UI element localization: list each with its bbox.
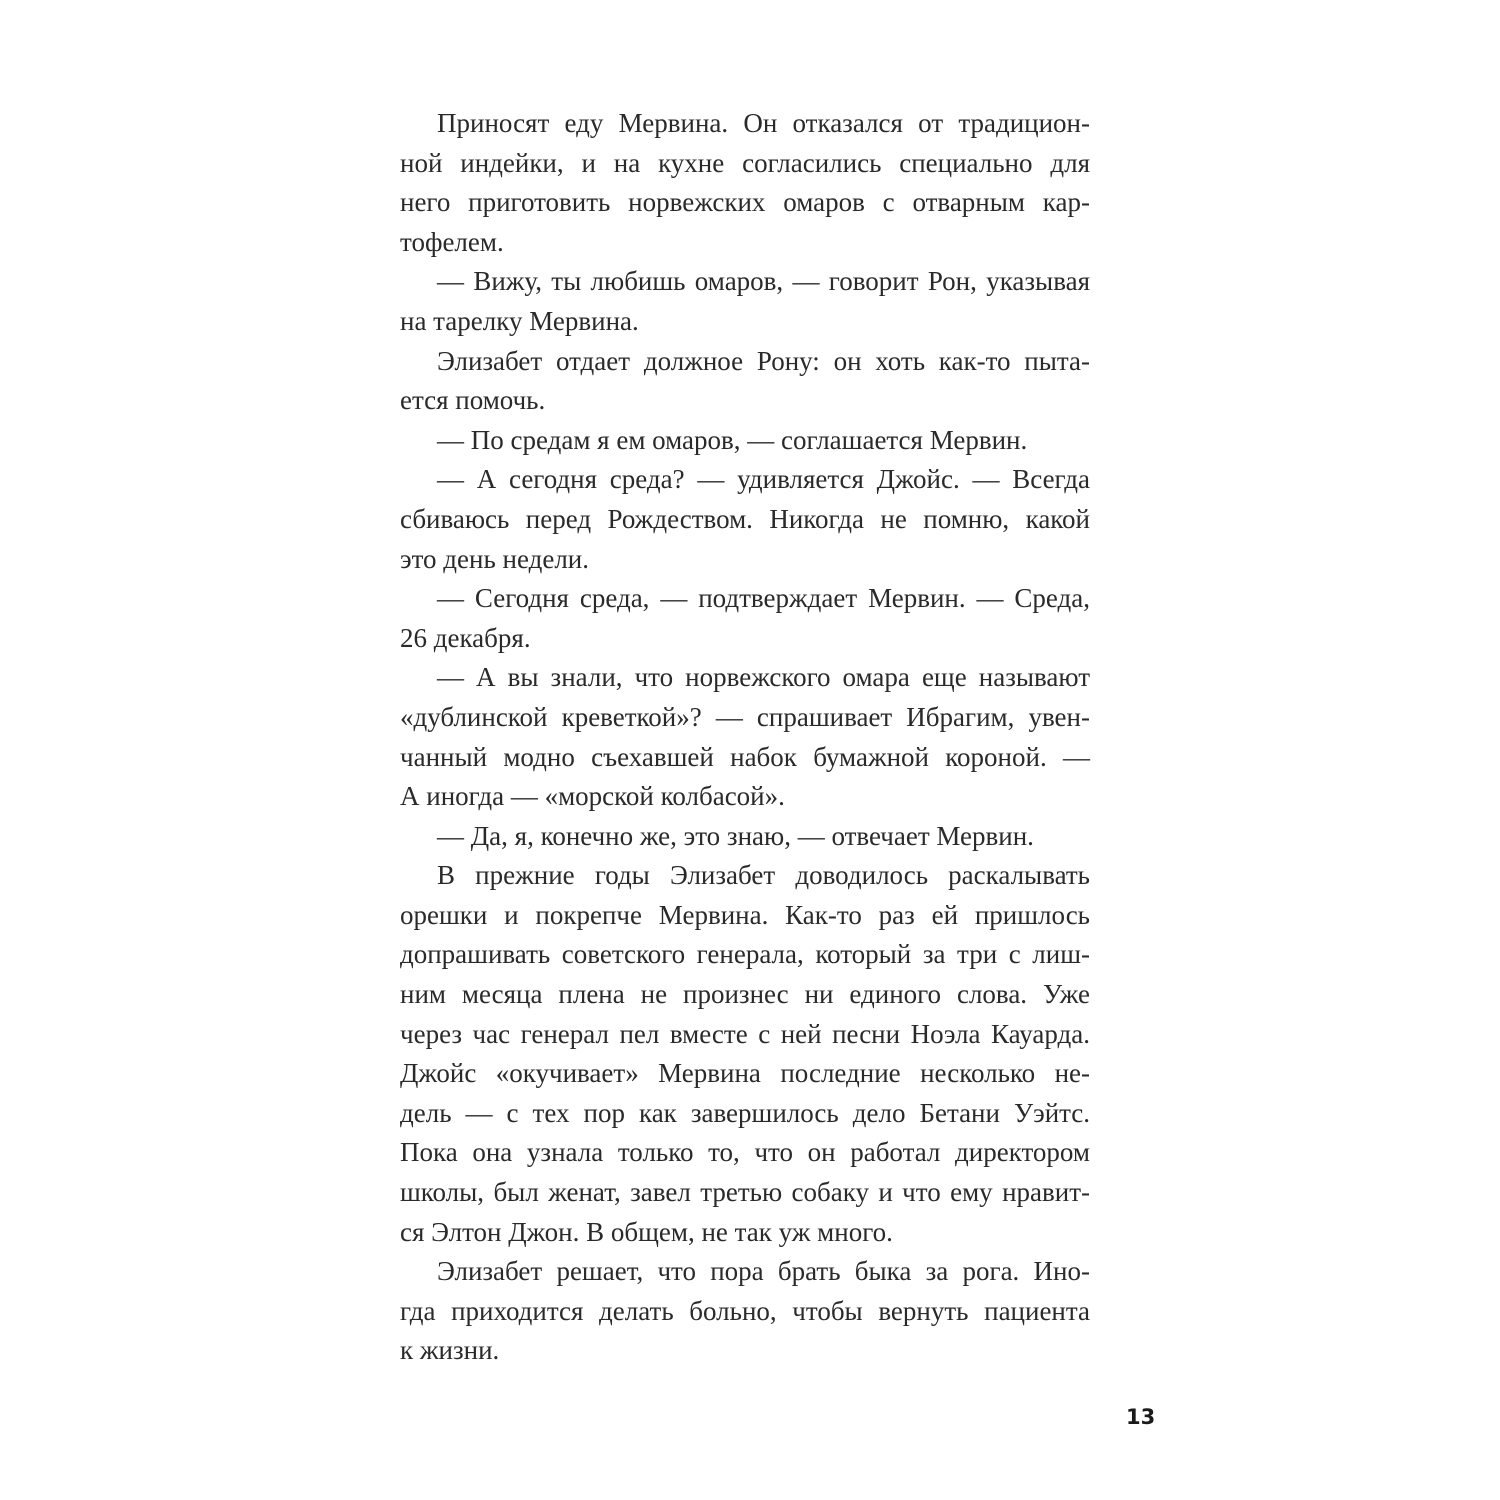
text-line: него приготовить норвежских омаров с отварным кар-	[400, 187, 1090, 218]
text-line: допрашивать советского генерала, который за три с лиш-	[400, 939, 1090, 970]
text-line: — Да, я, конечно же, это знаю, — отвечает Мервин.	[437, 820, 1034, 851]
paragraph	[400, 579, 1090, 658]
text-line: тофелем.	[400, 226, 504, 257]
text-line: А иногда — «морской колбасой».	[400, 781, 785, 812]
text-line: ся Элтон Джон. В общем, не так уж много.	[400, 1216, 893, 1247]
text-line: на тарелку Мервина.	[400, 305, 639, 336]
text-line: орешки и покрепче Мервина. Как-то раз ей пришлось	[400, 899, 1090, 930]
paragraph	[400, 817, 1090, 857]
text-line: 26 декабря.	[400, 622, 531, 653]
text-line: Джойс «окучивает» Мервина последние несколько не-	[400, 1058, 1090, 1089]
paragraph	[400, 856, 1090, 1252]
text-line: — Сегодня среда, — подтверждает Мервин. — Среда,	[437, 583, 1090, 614]
paragraph	[400, 1252, 1090, 1371]
text-line: — По средам я ем омаров, — соглашается Мервин.	[437, 424, 1028, 455]
paragraph	[400, 460, 1090, 579]
text-line: В прежние годы Элизабет доводилось раскалывать	[437, 860, 1090, 891]
text-line: через час генерал пел вместе с ней песни Ноэла Кауарда.	[400, 1018, 1090, 1049]
paragraph	[400, 342, 1090, 421]
text-line: ним месяца плена не произнес ни единого слова. Уже	[400, 979, 1090, 1010]
text-line: к жизни.	[400, 1335, 500, 1366]
text-line: — А вы знали, что норвежского омара еще называют	[437, 662, 1090, 693]
text-line: чанный модно съехавшей набок бумажной короной. —	[400, 741, 1090, 772]
text-line: — А сегодня среда? — удивляется Джойс. — Всегда	[437, 464, 1090, 495]
text-line: Элизабет отдает должное Рону: он хоть как-то пыта-	[437, 345, 1090, 376]
paragraph	[400, 658, 1090, 816]
text-line: Приносят еду Мервина. Он отказался от традицион-	[437, 108, 1090, 138]
body-text	[400, 104, 1090, 1371]
text-line: дель — с тех пор как завершилось дело Бетани Уэйтс.	[400, 1097, 1090, 1128]
text-line: ется помочь.	[400, 385, 546, 416]
text-line: «дублинской креветкой»? — спрашивает Ибрагим, увен-	[400, 701, 1090, 732]
text-line: гда приходится делать больно, чтобы вернуть пациента	[400, 1295, 1090, 1326]
text-line: это день недели.	[400, 543, 589, 574]
paragraph	[400, 104, 1090, 262]
text-line: Пока она узнала только то, что он работал директором	[400, 1137, 1090, 1168]
text-line: сбиваюсь перед Рождеством. Никогда не помню, какой	[400, 503, 1090, 534]
text-line: ной индейки, и на кухне согласились специально для	[400, 147, 1090, 178]
text-line: Элизабет решает, что пора брать быка за рога. Ино-	[437, 1256, 1090, 1287]
paragraph	[400, 421, 1090, 461]
text-line: — Вижу, ты любишь омаров, — говорит Рон, указывая	[437, 266, 1090, 297]
text-line: школы, был женат, завел третью собаку и что ему нравит-	[400, 1177, 1090, 1208]
paragraph	[400, 262, 1090, 341]
page-number: 13	[1126, 1405, 1156, 1429]
